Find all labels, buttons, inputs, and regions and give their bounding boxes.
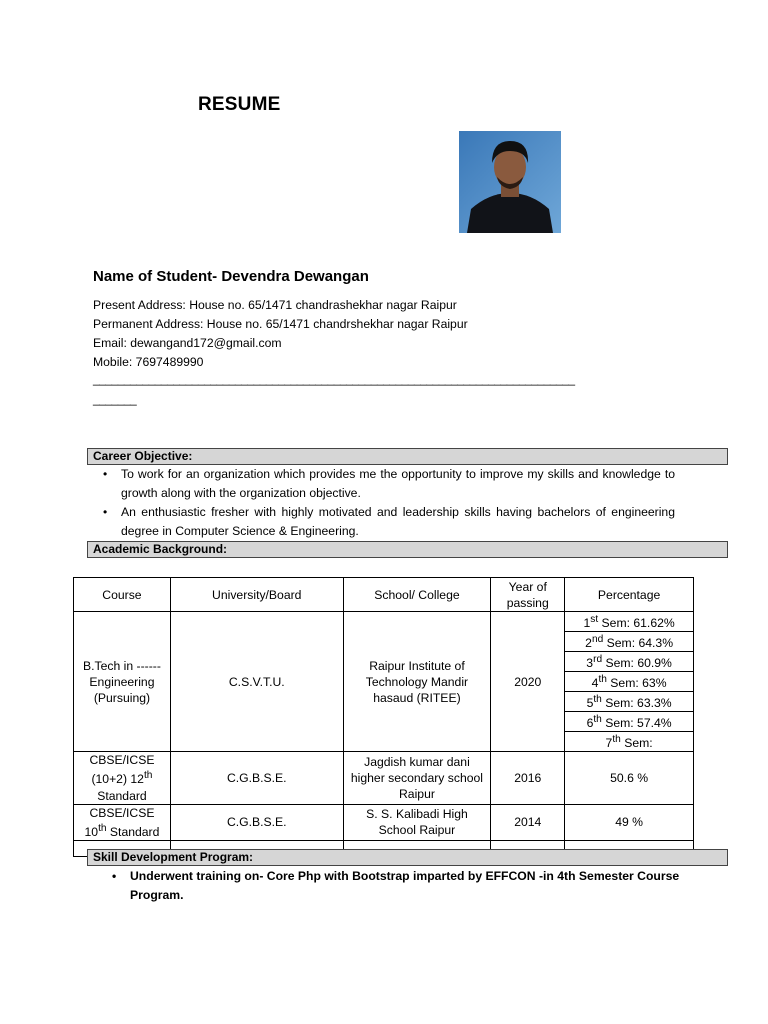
table-header-row — [74, 578, 694, 612]
academic-table — [73, 577, 694, 857]
semester-score: 7th Sem: — [565, 732, 694, 752]
percentage-cell: 49 % — [565, 804, 694, 840]
school-cell: Raipur Institute of Technology Mandir hasaud (RITEE) — [343, 612, 491, 752]
percentage-cell: 50.6 % — [565, 752, 694, 804]
board-cell: C.G.B.S.E. — [170, 804, 343, 840]
semester-score: 6th Sem: 57.4% — [565, 712, 694, 732]
permanent-address: Permanent Address: House no. 65/1471 chandrshekhar nagar Raipur — [93, 317, 468, 331]
course-cell: B.Tech in ------ Engineering (Pursuing) — [74, 612, 171, 752]
school-cell: S. S. Kalibadi High School Raipur — [343, 804, 491, 840]
col-course: Course — [74, 578, 171, 612]
semester-score: 1st Sem: 61.62% — [565, 612, 694, 632]
divider-line: ______________________________________________________________________________ — [93, 372, 575, 386]
semester-score: 3rd Sem: 60.9% — [565, 652, 694, 672]
year-cell: 2016 — [491, 752, 565, 804]
table-row — [74, 804, 694, 840]
email: Email: dewangand172@gmail.com — [93, 336, 282, 350]
semester-score: 2nd Sem: 64.3% — [565, 632, 694, 652]
skill-development-heading: Skill Development Program: — [87, 849, 728, 866]
academic-background-heading: Academic Background: — [87, 541, 728, 558]
col-percentage: Percentage — [565, 578, 694, 612]
board-cell: C.G.B.S.E. — [170, 752, 343, 804]
list-item: • Underwent training on- Core Php with Bootstrap imparted by EFFCON -in 4th Semester Course Program. — [112, 867, 692, 905]
skill-development-list — [112, 867, 692, 905]
table-row — [74, 752, 694, 804]
col-year: Year of passing — [491, 578, 565, 612]
bullet-icon: • — [103, 505, 108, 519]
col-school: School/ College — [343, 578, 491, 612]
col-university: University/Board — [170, 578, 343, 612]
table-row — [74, 612, 694, 632]
course-cell: CBSE/ICSE (10+2) 12th Standard — [74, 752, 171, 804]
resume-heading: RESUME — [198, 94, 281, 115]
list-item: • To work for an organization which provides me the opportunity to improve my skills and knowledge to growth along with the organization objective. — [103, 465, 675, 503]
board-cell: C.S.V.T.U. — [170, 612, 343, 752]
divider-line-tail: _______ — [93, 392, 137, 406]
career-objective-list — [103, 465, 675, 541]
school-cell: Jagdish kumar dani higher secondary school Raipur — [343, 752, 491, 804]
mobile: Mobile: 7697489990 — [93, 355, 204, 369]
year-cell: 2014 — [491, 804, 565, 840]
career-objective-heading: Career Objective: — [87, 448, 728, 465]
student-name: Name of Student- Devendra Dewangan — [93, 268, 369, 285]
present-address: Present Address: House no. 65/1471 chandrashekhar nagar Raipur — [93, 298, 457, 312]
year-cell: 2020 — [491, 612, 565, 752]
semester-score: 4th Sem: 63% — [565, 672, 694, 692]
bullet-icon: • — [103, 467, 108, 481]
list-item: • An enthusiastic fresher with highly motivated and leadership skills having bachelors of engineering degree in Computer Science & Engineering. — [103, 503, 675, 541]
profile-photo — [459, 131, 561, 233]
course-cell: CBSE/ICSE 10th Standard — [74, 804, 171, 840]
semester-score: 5th Sem: 63.3% — [565, 692, 694, 712]
bullet-icon: • — [112, 869, 117, 883]
